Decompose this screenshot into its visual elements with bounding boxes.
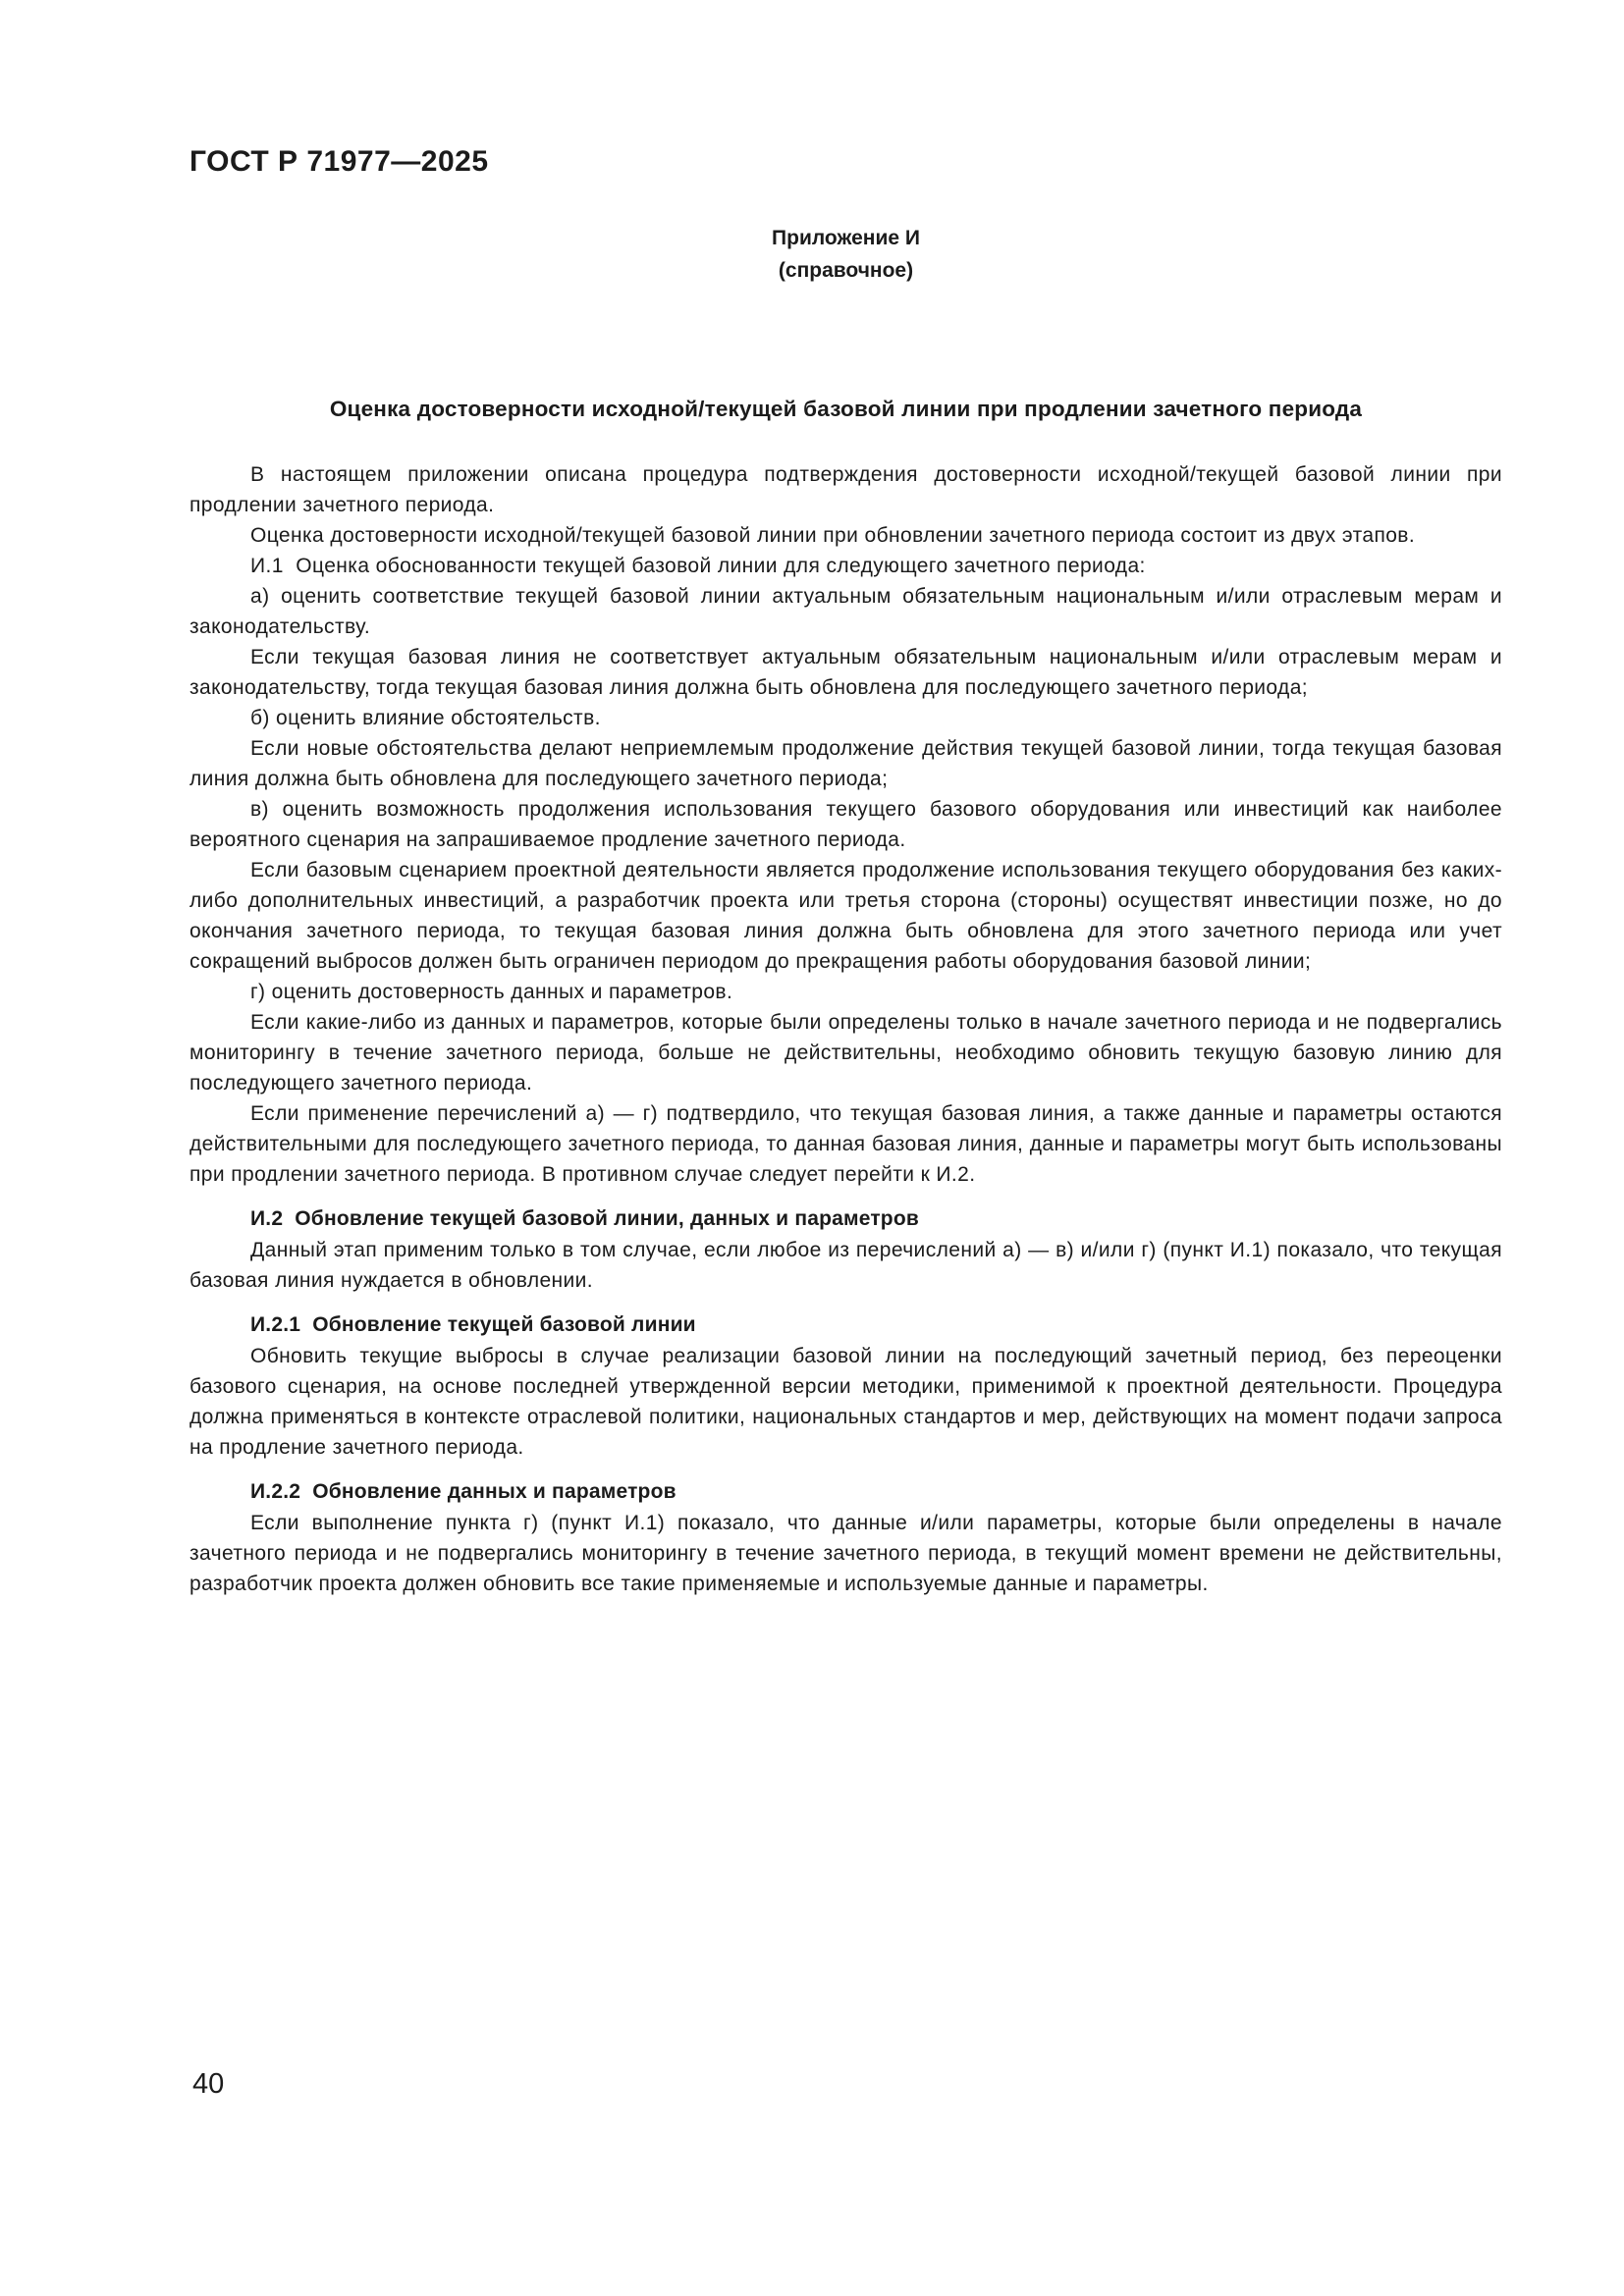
standard-number: ГОСТ Р 71977—2025: [189, 145, 489, 178]
paragraph-conclusion-i1: Если применение перечислений а) — г) подтвердило, что текущая базовая линия, а также данные и параметры остаются действительными для последующего зачетного периода, то данная базовая линия, данные и параметры могут быть использованы при продлении зачетного периода. В противном случае следует перейти к И.2.: [189, 1102, 1502, 1186]
document-body: [189, 459, 1502, 1599]
paragraph-intro-2: Оценка достоверности исходной/текущей базовой линии при обновлении зачетного периода состоит из двух этапов.: [250, 524, 1416, 547]
appendix-header: [189, 222, 1502, 287]
running-header: [189, 145, 489, 179]
paragraph-item-g-note: Если какие-либо из данных и параметров, которые были определены только в начале зачетного периода и не подвергались мониторингу в течение зачетного периода, больше не действительны, необходимо обновить текущую базовую линию для последующего зачетного периода.: [189, 1011, 1502, 1095]
section-heading-i2: И.2 Обновление текущей базовой линии, данных и параметров: [250, 1207, 919, 1230]
paragraph-item-g: г) оценить достоверность данных и параметров.: [250, 981, 733, 1003]
appendix-title: Оценка достоверности исходной/текущей базовой линии при продлении зачетного периода: [329, 397, 1363, 421]
section-heading-i21: И.2.1 Обновление текущей базовой линии: [250, 1313, 696, 1336]
paragraph-clause-i1: И.1 Оценка обоснованности текущей базовой линии для следующего зачетного периода:: [250, 555, 1146, 577]
paragraph-section-i22: Если выполнение пункта г) (пункт И.1) показало, что данные и/или параметры, которые были определены в начале зачетного периода и не подвергались мониторингу в течение зачетного периода, в текущий момент времени не действительны, разработчик проекта должен обновить все такие применяемые и используемые данные и параметры.: [189, 1512, 1502, 1595]
paragraph-item-b: б) оценить влияние обстоятельств.: [250, 707, 601, 729]
paragraph-item-a: а) оценить соответствие текущей базовой линии актуальным обязательным национальным и/или отраслевым мерам и законодательству.: [189, 585, 1502, 638]
paragraph-item-a-note: Если текущая базовая линия не соответствует актуальным обязательным национальным и/или отраслевым мерам и законодательству, тогда текущая базовая линия должна быть обновлена для последующего зачетного периода;: [189, 646, 1502, 699]
paragraph-intro-1: В настоящем приложении описана процедура подтверждения достоверности исходной/текущей базовой линии при продлении зачетного периода.: [189, 463, 1502, 516]
paragraph-section-i2: Данный этап применим только в том случае, если любое из перечислений а) — в) и/или г) (пункт И.1) показало, что текущая базовая линия нуждается в обновлении.: [189, 1239, 1502, 1292]
appendix-label: Приложение И: [772, 227, 920, 249]
paragraph-section-i21: Обновить текущие выбросы в случае реализации базовой линии на последующий зачетный период, без переоценки базового сценария, на основе последней утвержденной версии методики, применимой к проектной деятельности. Процедура должна применяться в контексте отраслевой политики, национальных стандартов и мер, действующих на момент подачи запроса на продление зачетного периода.: [189, 1345, 1502, 1459]
paragraph-item-v-note: Если базовым сценарием проектной деятельности является продолжение использования текущего оборудования без каких-либо дополнительных инвестиций, а разработчик проекта или третья сторона (стороны) осуществят инвестиции позже, но до окончания зачетного периода, то текущая базовая линия должна быть обновлена для этого зачетного периода или учет сокращений выбросов должен быть ограничен периодом до прекращения работы оборудования базовой линии;: [189, 859, 1502, 973]
appendix-kind: (справочное): [778, 259, 914, 282]
paragraph-item-b-note: Если новые обстоятельства делают неприемлемым продолжение действия текущей базовой линии, тогда текущая базовая линия должна быть обновлена для последующего зачетного периода;: [189, 737, 1502, 790]
paragraph-item-v: в) оценить возможность продолжения использования текущего базового оборудования или инвестиций как наиболее вероятного сценария на запрашиваемое продление зачетного периода.: [189, 798, 1502, 851]
section-heading-i22: И.2.2 Обновление данных и параметров: [250, 1480, 677, 1503]
page-number: 40: [192, 2068, 225, 2100]
